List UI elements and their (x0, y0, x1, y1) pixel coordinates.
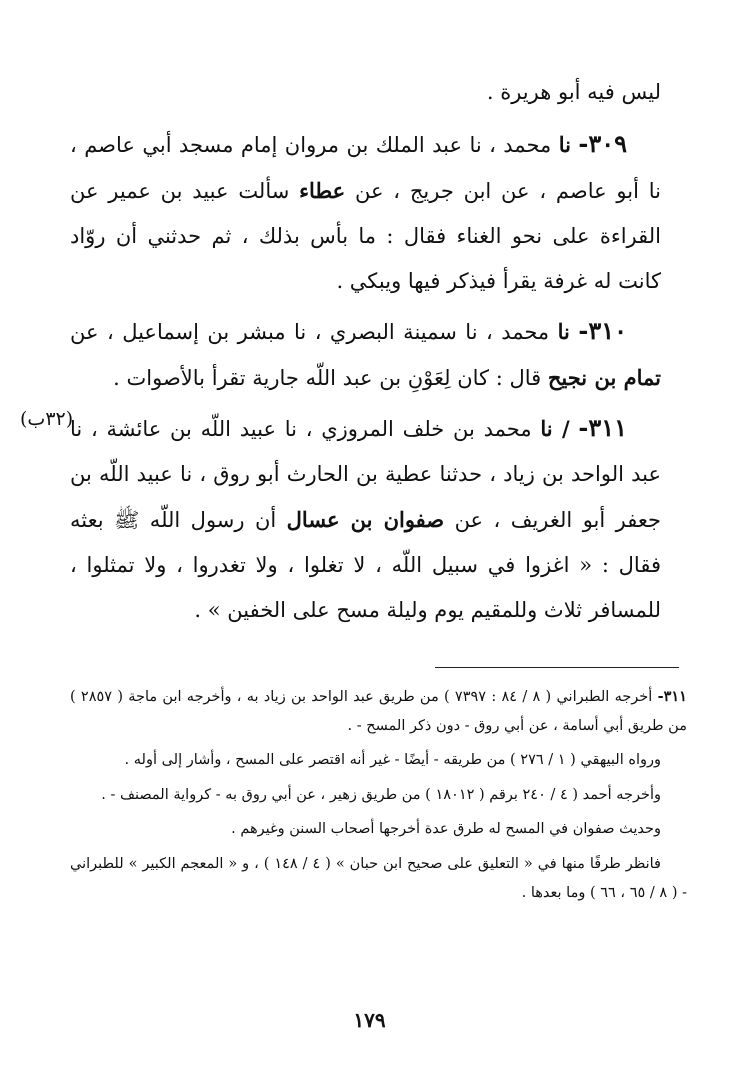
hadith-number: ٣٠٩- (578, 129, 627, 158)
narrator-name: صفوان بن عسال (286, 507, 445, 532)
continuation-line: ليس فيه أبو هريرة . (486, 80, 661, 104)
hadith-309 (70, 121, 661, 304)
hadith-text: سألت عبيد بن عمير عن القراءة على نحو الغناء فقال : ما بأس بذلك ، ثم حدثني أن روّاد كانت له غرفة يقرأ فيذكر فيها ويبكي . (70, 179, 661, 293)
page-number: ١٧٩ (353, 1008, 386, 1032)
footnote-line: وحديث صفوان في المسح له طرق عدة أخرجها أصحاب السنن وغيرهم . (231, 821, 661, 838)
footnote-line: ٣١١- أخرجه الطبراني ( ٨ / ٨٤ : ٧٣٩٧ ) من طريق عبد الواحد بن زياد به ، وأخرجه ابن ماجة ( ٢٨٥٧ ) من طريق أبي أسامة ، عن أبي روق - دون ذكر المسح - . (70, 688, 687, 734)
manuscript-folio-marker: (٣٢ب) (20, 408, 74, 430)
hadith-number: ٣١٠- (578, 316, 627, 345)
narrator-name: تمام بن نجيح (547, 365, 661, 390)
footnote-number: ٣١١- (657, 688, 687, 705)
hadith-lead: نا (558, 132, 571, 157)
hadith-lead: نا (557, 319, 570, 344)
hadith-text: محمد ، نا عبد الملك بن مروان إمام مسجد أبي عاصم ، نا أبو عاصم ، عن ابن جريج ، عن (70, 133, 661, 203)
footnotes (70, 683, 687, 913)
main-text (70, 70, 661, 637)
hadith-text: قال : كان لِعَوْنِ بن عبد اللّه جارية تقرأ بالأصوات . (113, 366, 542, 390)
footnote-divider (435, 667, 679, 668)
footnote-line: ورواه البيهقي ( ١ / ٢٧٦ ) من طريقه - أيضًا - غير أنه اقتصر على المسح ، وأشار إلى أوله . (124, 752, 661, 769)
hadith-number: ٣١١- (578, 413, 628, 442)
hadith-text: محمد ، نا سمينة البصري ، نا مبشر بن إسماعيل ، عن (70, 320, 550, 344)
hadith-lead: / نا (540, 416, 570, 441)
hadith-text: محمد بن خلف المروزي ، نا عبيد اللّه بن عائشة ، نا عبد الواحد بن زياد ، حدثنا عطية بن الحارث أبو روق ، نا عبيد اللّه بن جعفر أبو الغريف ، عن (70, 417, 661, 532)
narrator-name: عطاء (299, 178, 346, 203)
hadith-311 (70, 405, 661, 633)
footnote-line: وأخرجه أحمد ( ٤ / ٢٤٠ برقم ( ١٨٠١٢ ) من طريق زهير ، عن أبي روق به - كرواية المصنف - . (101, 786, 661, 803)
hadith-310 (70, 308, 661, 401)
footnote-line: فانظر طرفًا منها في « التعليق على صحيح ابن حبان » ( ٤ / ١٤٨ ) ، و « المعجم الكبير » للطبراني - ( ٨ / ٦٥ ، ٦٦ ) وما بعدها . (70, 855, 687, 901)
hadith-text: أن رسول اللّه ﷺ بعثه فقال : « اغزوا في سبيل اللّه ، لا تغلوا ، ولا تغدروا ، ولا تمثلوا ، للمسافر ثلاث وللمقيم يوم وليلة مسح على الخفين » . (70, 508, 661, 622)
